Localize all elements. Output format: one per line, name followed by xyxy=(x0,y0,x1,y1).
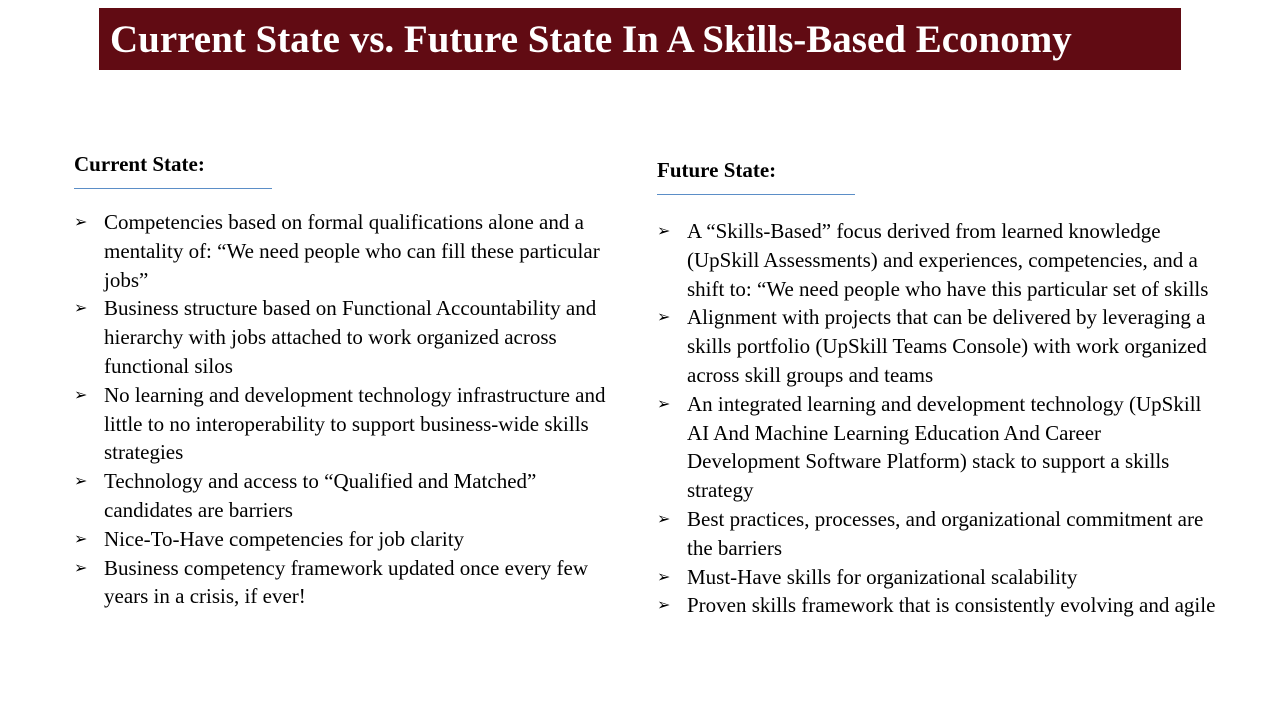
future-state-heading-rule xyxy=(657,194,855,195)
arrow-bullet-icon: ➢ xyxy=(74,557,88,577)
current-state-column xyxy=(74,152,626,611)
arrow-bullet-icon: ➢ xyxy=(657,393,671,413)
arrow-bullet-icon: ➢ xyxy=(74,384,88,404)
future-state-item-text: Must-Have skills for organizational scalability xyxy=(687,564,1078,589)
future-state-item xyxy=(657,591,1217,620)
arrow-bullet-icon: ➢ xyxy=(74,528,88,548)
current-state-item-text: No learning and development technology infrastructure and little to no interoperability to support business-wide skills strategies xyxy=(104,382,606,465)
future-state-column xyxy=(657,158,1217,620)
future-state-item xyxy=(657,390,1217,505)
slide-title: Current State vs. Future State In A Skills-Based Economy xyxy=(110,17,1072,61)
arrow-bullet-icon: ➢ xyxy=(657,307,671,327)
future-state-item xyxy=(657,303,1217,389)
arrow-bullet-icon: ➢ xyxy=(74,212,88,231)
future-state-item xyxy=(657,505,1217,563)
arrow-bullet-icon: ➢ xyxy=(657,566,671,586)
current-state-item xyxy=(74,294,626,380)
future-state-item-text: An integrated learning and development technology (UpSkill AI And Machine Learning Education And Career Development Software Platform) stack to support a skills strategy xyxy=(687,391,1202,503)
current-state-heading-rule xyxy=(74,188,272,189)
current-state-item-text: Nice-To-Have competencies for job clarity xyxy=(104,526,465,551)
arrow-bullet-icon: ➢ xyxy=(74,471,88,491)
current-state-item xyxy=(74,208,626,294)
future-state-item xyxy=(657,217,1217,303)
current-state-item-text: Business structure based on Functional Accountability and hierarchy with jobs attached to work organized across functional silos xyxy=(104,296,597,378)
current-state-heading: Current State: xyxy=(74,152,205,176)
future-state-list xyxy=(657,217,1217,620)
current-state-item xyxy=(74,554,626,612)
future-state-item xyxy=(657,563,1217,592)
current-state-item-text: Competencies based on formal qualifications alone and a mentality of: “We need people who can fill these particular jobs” xyxy=(104,210,600,292)
arrow-bullet-icon: ➢ xyxy=(74,298,88,318)
current-state-item xyxy=(74,381,626,467)
arrow-bullet-icon: ➢ xyxy=(657,508,671,528)
arrow-bullet-icon: ➢ xyxy=(657,221,671,240)
current-state-item-text: Business competency framework updated once every few years in a crisis, if ever! xyxy=(104,555,588,609)
title-bar xyxy=(99,8,1181,70)
arrow-bullet-icon: ➢ xyxy=(657,595,671,615)
current-state-item xyxy=(74,525,626,554)
current-state-item-text: Technology and access to “Qualified and Matched” candidates are barriers xyxy=(104,469,537,522)
current-state-item xyxy=(74,467,626,525)
future-state-item-text: Best practices, processes, and organizational commitment are the barriers xyxy=(687,506,1204,560)
future-state-item-text: Alignment with projects that can be delivered by leveraging a skills portfolio (UpSkill Teams Console) with work organized across skill groups and teams xyxy=(687,305,1207,387)
current-state-list xyxy=(74,208,626,611)
future-state-item-text: Proven skills framework that is consistently evolving and agile xyxy=(687,593,1216,618)
future-state-heading: Future State: xyxy=(657,158,777,182)
future-state-item-text: A “Skills-Based” focus derived from learned knowledge (UpSkill Assessments) and experiences, competencies, and a shift to: “We need people who have this particular set of skills xyxy=(687,219,1209,301)
